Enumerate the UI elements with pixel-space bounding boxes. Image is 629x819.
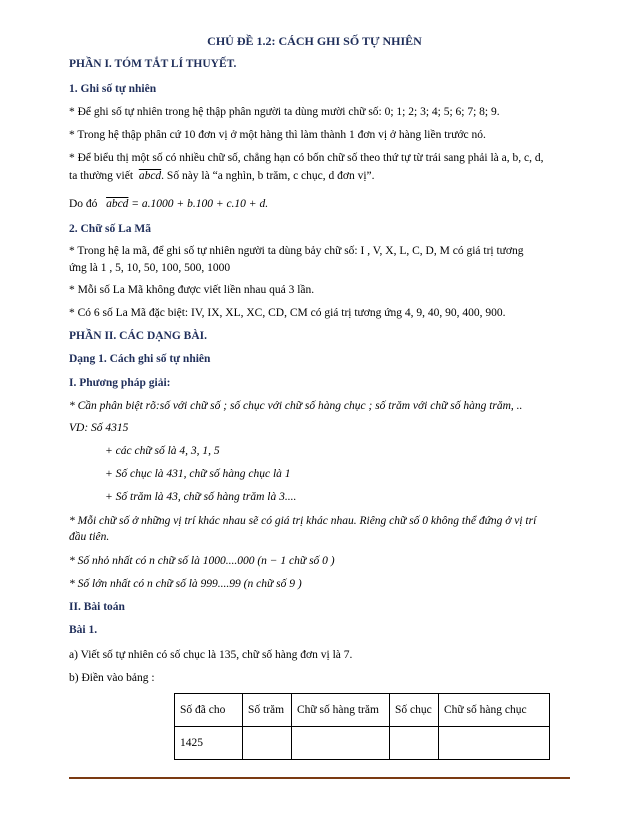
formula-abcd: abcd xyxy=(106,198,129,210)
method-item-4: * Số lớn nhất có n chữ số là 999....99 (n chữ số 9 ) xyxy=(69,578,302,590)
page-title: CHỦ ĐỀ 1.2: CÁCH GHI SỐ TỰ NHIÊN xyxy=(207,34,422,48)
table-cell xyxy=(243,727,292,760)
question-a: a) Viết số tự nhiên có số chục là 135, chữ số hàng đơn vị là 7. xyxy=(69,649,353,661)
p3b-post: . Số này là “a nghìn, b trăm, c chục, d đơn vị”. xyxy=(161,170,375,182)
table-cell: 1425 xyxy=(175,727,243,760)
part2-heading: PHẦN II. CÁC DẠNG BÀI. xyxy=(69,330,208,342)
paragraph-5b: ứng là 1 , 5, 10, 50, 100, 500, 1000 xyxy=(69,262,231,274)
table-header-cell: Số chục xyxy=(390,694,439,727)
formula-pre: Do đó xyxy=(69,198,98,210)
exercise-1-label: Bài 1. xyxy=(69,624,98,636)
formula-line xyxy=(69,197,268,212)
table-header-cell: Chữ số hàng trăm xyxy=(292,694,390,727)
footer-divider xyxy=(69,777,570,779)
example-bullet-1: + các chữ số là 4, 3, 1, 5 xyxy=(105,445,220,457)
paragraph-3b xyxy=(69,169,375,184)
table-header-cell: Số trăm xyxy=(243,694,292,727)
fill-in-table xyxy=(174,693,550,760)
method-item-2b: đầu tiên. xyxy=(69,531,110,543)
abcd-notation: abcd xyxy=(138,170,162,182)
paragraph-6: * Mỗi số La Mã không được viết liền nhau quá 3 lần. xyxy=(69,284,315,296)
method-heading: I. Phương pháp giải: xyxy=(69,377,171,389)
p3b-pre: ta thường viết xyxy=(69,170,134,182)
section1-heading: 1. Ghi số tự nhiên xyxy=(69,83,157,95)
paragraph-1: * Để ghi số tự nhiên trong hệ thập phân người ta dùng mười chữ số: 0; 1; 2; 3; 4; 5; 6; 7; 8; 9. xyxy=(69,106,500,118)
part1-heading: PHẦN I. TÓM TẮT LÍ THUYẾT. xyxy=(69,58,237,70)
paragraph-7: * Có 6 số La Mã đặc biệt: IV, IX, XL, XC, CD, CM có giá trị tương ứng 4, 9, 40, 90, 400, 900. xyxy=(69,307,506,319)
method-item-2a: * Mỗi chữ số ở những vị trí khác nhau sẽ có giá trị khác nhau. Riêng chữ số 0 không thể đứng ở vị trí xyxy=(69,515,537,527)
table-row xyxy=(175,727,550,760)
example-label: VD: Số 4315 xyxy=(69,422,129,434)
dang1-heading: Dạng 1. Cách ghi số tự nhiên xyxy=(69,353,211,365)
table-header-cell: Chữ số hàng chục xyxy=(439,694,550,727)
table-cell xyxy=(292,727,390,760)
table-header-row xyxy=(175,694,550,727)
table-cell xyxy=(439,727,550,760)
paragraph-5a: * Trong hệ la mã, để ghi số tự nhiên người ta dùng bảy chữ số: I , V, X, L, C, D, M có giá trị tương xyxy=(69,245,524,257)
table-header-cell: Số đã cho xyxy=(175,694,243,727)
formula-expression: = a.1000 + b.100 + c.10 + d. xyxy=(131,198,269,210)
method-item-1: * Cần phân biệt rõ:số với chữ số ; số chục với chữ số hàng chục ; số trăm với chữ số hàng trăm, .. xyxy=(69,400,523,412)
paragraph-2: * Trong hệ thập phân cứ 10 đơn vị ở một hàng thì làm thành 1 đơn vị ở hàng liền trước nó. xyxy=(69,129,486,141)
method-item-3: * Số nhỏ nhất có n chữ số là 1000....000 (n − 1 chữ số 0 ) xyxy=(69,555,335,567)
question-b: b) Điền vào bảng : xyxy=(69,672,155,684)
table-cell xyxy=(390,727,439,760)
example-bullet-2: + Số chục là 431, chữ số hàng chục là 1 xyxy=(105,468,291,480)
section2-heading: 2. Chữ số La Mã xyxy=(69,223,151,235)
example-bullet-3: + Số trăm là 43, chữ số hàng trăm là 3.... xyxy=(105,491,297,503)
paragraph-3a: * Để biểu thị một số có nhiều chữ số, chẳng hạn có bốn chữ số theo thứ tự từ trái sang phải là a, b, c, d, xyxy=(69,152,544,164)
exercises-heading: II. Bài toán xyxy=(69,601,125,613)
